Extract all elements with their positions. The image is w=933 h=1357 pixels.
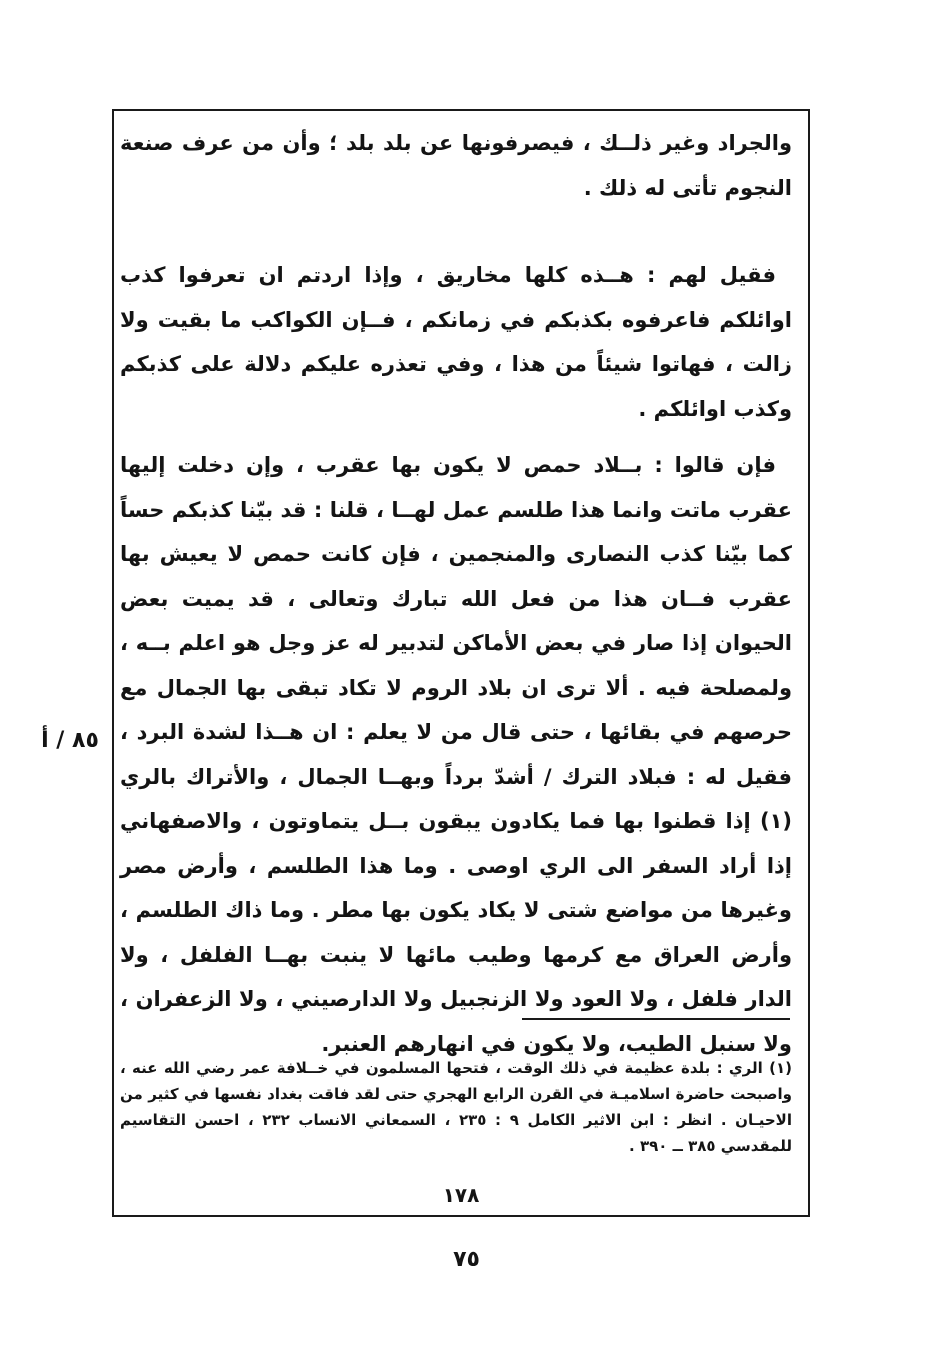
paragraph-2: فقيل لهم : هــذه كلها مخاريق ، وإذا اردتم ان تعرفوا كذب اوائلكم فاعرفوه بكذبكم في زمانكم ، فــإن الكواكب ما بقيت ولا زالت ، فهاتوا شيئاً من هذا ، وفي تعذره عليكم دلالة على كذبكم وكذب اوائلكم . bbox=[120, 263, 792, 421]
outer-page-number: ٧٥ bbox=[453, 1247, 480, 1272]
manuscript-folio-marker: ٨٥ / أ bbox=[41, 728, 99, 753]
footnote-divider bbox=[522, 1018, 790, 1020]
paragraph-1: والجراد وغير ذلــك ، فيصرفونها عن بلد بلد ؛ وأن من عرف صنعة النجوم تأتى له ذلك . bbox=[120, 131, 792, 200]
inner-page-number: ١٧٨ bbox=[442, 1183, 480, 1207]
footnote: (١) الري : بلدة عظيمة في ذلك الوقت ، فتحها المسلمون في خــلافة عمر رضي الله عنه ، واصبحت حاضرة اسلاميـة في القرن الرابع الهجري حتى لقد فاقت بغداد نفسها في كثير من الاحيـان . انظر : ابن الاثير الكامل ٩ : ٢٣٥ ، السمعاني الانساب ٢٣٢ ، احسن التقاسيم للمقدسي ٣٨٥ ــ ٣٩٠ . bbox=[120, 1059, 792, 1155]
paragraph-3: فإن قالوا : بــلاد حمص لا يكون بها عقرب ، وإن دخلت إليها عقرب ماتت وانما هذا طلسم عمل لهــا ، قلنا : قد بيّنا كذبكم حساً كما بيّنا كذب النصارى والمنجمين ، فإن كانت حمص لا يعيش بها عقرب فــان هذا من فعل الله تبارك وتعالى ، قد يميت بعض الحيوان إذا صار في بعض الأماكن لتدبير له عز وجل هو اعلم بــه ، ولمصلحة فيه . ألا ترى ان بلاد الروم لا تكاد تبقى بها الجمال مع حرصهم في بقائها ، حتى قال من لا يعلم : ان هــذا لشدة البرد ، فقيل له : فبلاد الترك / أشدّ برداً وبهــا الجمال ، والأتراك بالري (١) إذا قطنوا بها فما يكادون يبقون بــل يتماوتون ، والاصفهاني إذا أراد السفر الى الري اوصى . وما هذا الطلسم ، وأرض مصر وغيرها من مواضع شتى لا يكاد يكون بها مطر . وما ذاك الطلسم ، وأرض العراق مع كرمها وطيب مائها لا ينبت بهــا الفلفل ، ولا الدار فلفل ، ولا العود ولا الزنجبيل ولا الدارصيني ، ولا الزعفران ، ولا سنبل الطيب، ولا يكون في انهارهم العنبر. bbox=[120, 453, 792, 1056]
